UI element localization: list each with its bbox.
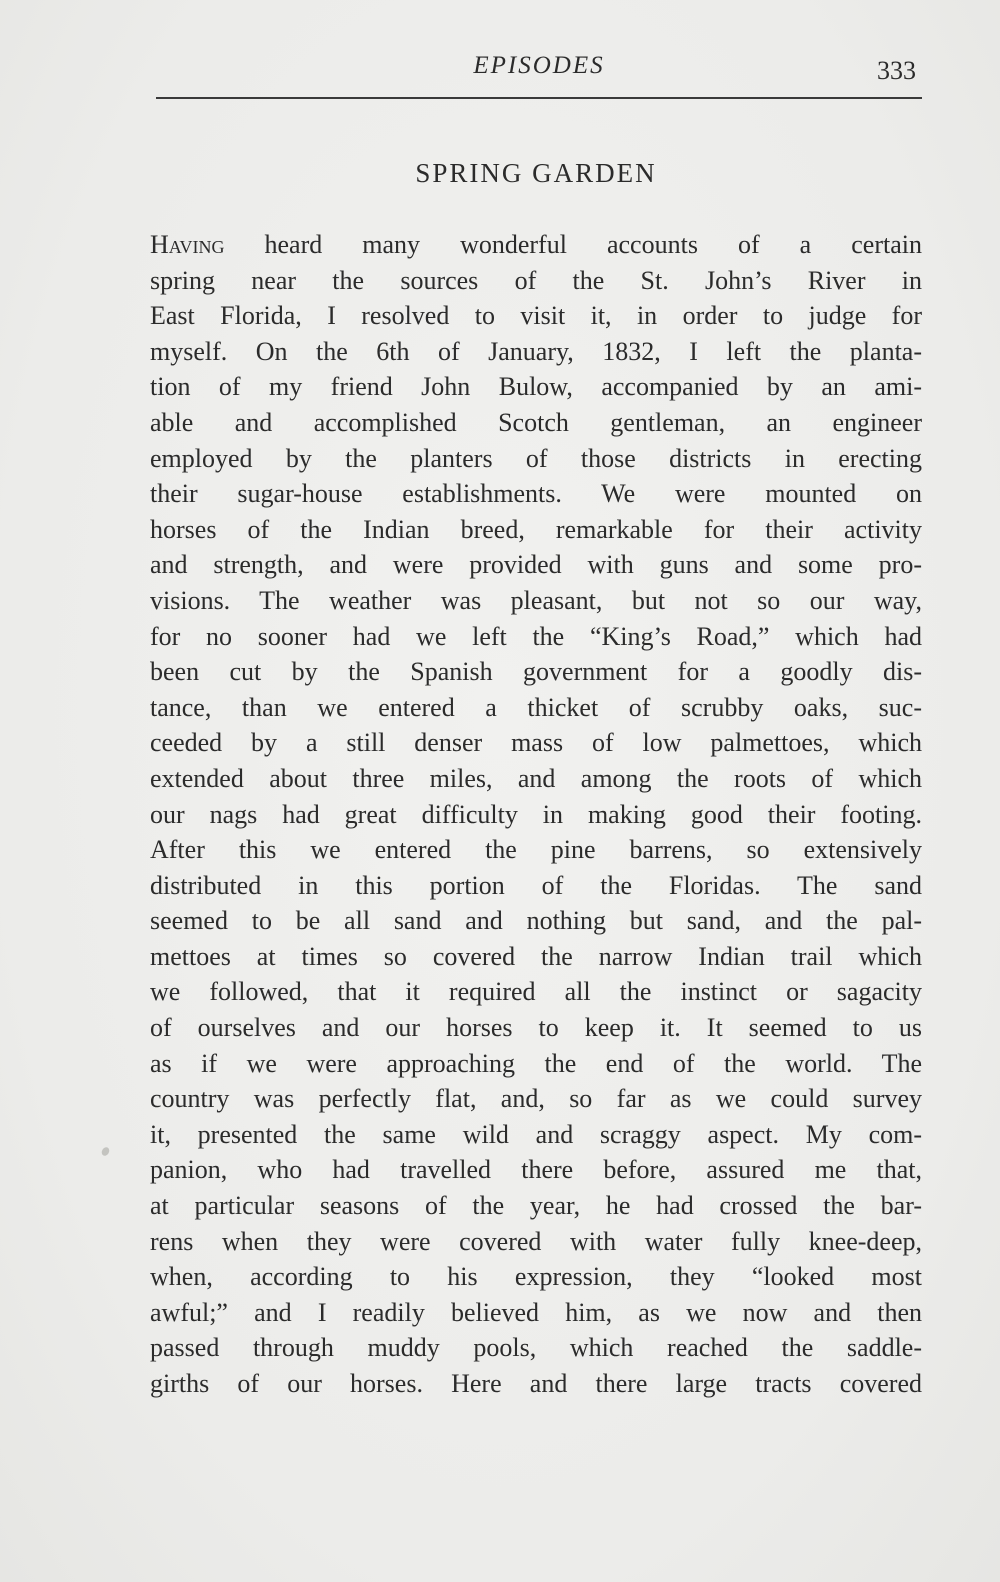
text-line: it, presented the same wild and scraggy aspect. My com- [150,1119,922,1149]
text-line: passed through muddy pools, which reached the saddle- [150,1333,922,1363]
page-number: 333 [877,56,916,85]
text-line-first [150,227,922,263]
text-line: of ourselves and our horses to keep it. It seemed to us [150,1013,922,1043]
text-line: when, according to his expression, they “looked most [150,1262,922,1292]
text-line: spring near the sources of the St. John’s River in [150,265,922,295]
text-line: as if we were approaching the end of the world. The [150,1048,922,1078]
text-line: panion, who had travelled there before, assured me that, [150,1155,922,1185]
text-line: country was perfectly flat, and, so far as we could survey [150,1084,922,1114]
body-text [150,227,922,1402]
text-line: ceeded by a still denser mass of low palmettoes, which [150,728,922,758]
text-line: we followed, that it required all the instinct or sagacity [150,977,922,1007]
text-line: After this we entered the pine barrens, so extensively [150,835,922,865]
text-line: our nags had great difficulty in making good their footing. [150,799,922,829]
text-line: at particular seasons of the year, he had crossed the bar- [150,1191,922,1221]
text-line: awful;” and I readily believed him, as we now and then [150,1297,922,1327]
text-line: rens when they were covered with water fully knee-deep, [150,1226,922,1256]
text-line: and strength, and were provided with guns and some pro- [150,550,922,580]
text-line: horses of the Indian breed, remarkable for their activity [150,514,922,544]
header-rule [156,97,922,99]
first-line-rest: heard many wonderful accounts of a certain [224,230,922,259]
text-line: distributed in this portion of the Floridas. The sand [150,870,922,900]
paper-speck [100,1146,111,1157]
text-line: able and accomplished Scotch gentleman, an engineer [150,407,922,437]
text-line: their sugar-house establishments. We were mounted on [150,479,922,509]
text-line: been cut by the Spanish government for a goodly dis- [150,657,922,687]
opening-word: Having [150,230,225,259]
text-line: employed by the planters of those districts in erecting [150,443,922,473]
running-head [158,48,920,88]
text-line: East Florida, I resolved to visit it, in order to judge for [150,301,922,331]
text-line: extended about three miles, and among the roots of which [150,763,922,793]
chapter-title: SPRING GARDEN [415,158,657,188]
text-line: tion of my friend John Bulow, accompanied by an ami- [150,372,922,402]
text-line: tance, than we entered a thicket of scrubby oaks, suc- [150,692,922,722]
running-head-title: EPISODES [473,52,605,79]
text-line: mettoes at times so covered the narrow Indian trail which [150,941,922,971]
text-line: for no sooner had we left the “King’s Road,” which had [150,621,922,651]
text-line: visions. The weather was pleasant, but not so our way, [150,585,922,615]
text-line: girths of our horses. Here and there large tracts covered [150,1369,922,1398]
text-line: myself. On the 6th of January, 1832, I left the planta- [150,336,922,366]
text-line: seemed to be all sand and nothing but sand, and the pal- [150,906,922,936]
